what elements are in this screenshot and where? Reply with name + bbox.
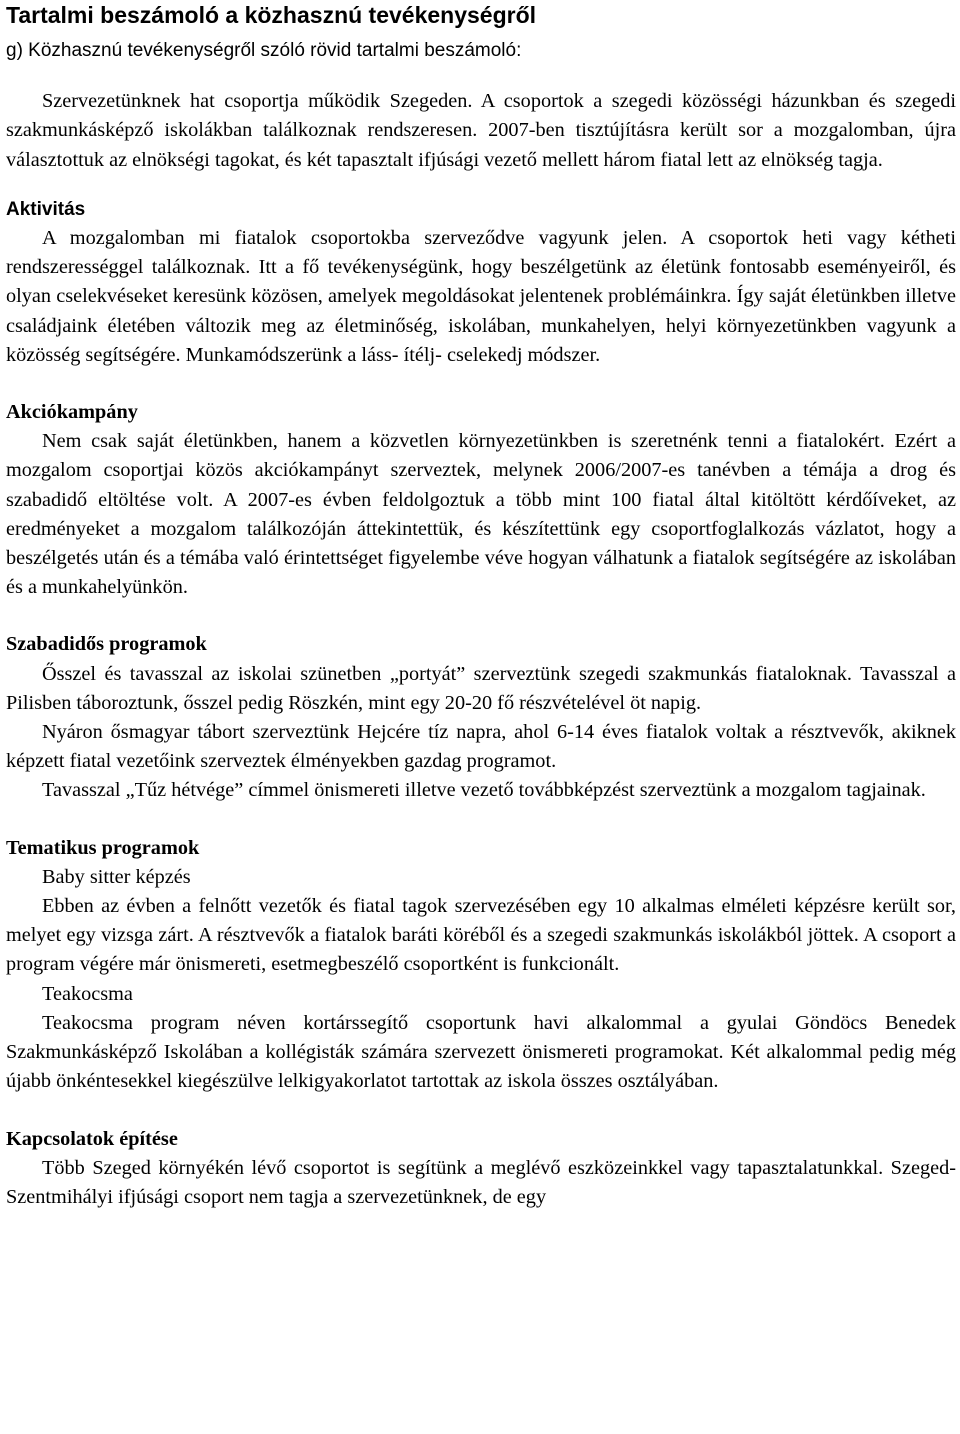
akciokampany-paragraph: Nem csak saját életünkben, hanem a közvetlen környezetünkben is szeretnénk tenni a fiatalokért. Ezért a mozgalom csoportjai közös akciókampányt szerveztek, melynek 2006/2007-es tanévben a témája a drog és szabadidő eltöltése volt. A 2007-es évben feldolgoztuk a több mint 100 fiatal által kitöltött kérdőíveket, az eredményeket a mozgalom találkozóján áttekintettük, és készítettünk egy csoportfoglalkozás vázlatot, hogy a beszélgetés után és a témába való érintettséget figyelembe véve hogyan válhatunk a fiatalok segítségére az iskolában és a munkahelyünkön. — [6, 430, 956, 599]
aktivitas-paragraph: A mozgalomban mi fiatalok csoportokba szerveződve vagyunk jelen. A csoportok heti vagy kétheti rendszerességgel találkoznak. Itt a fő tevékenységünk, hogy beszélgetünk az életünk fontosabb eseményeiről, és olyan cselekvéseket keresünk közösen, amelyek megoldásokat jelentenek problémáinkra. Így saját életünkben illetve családjaink életében változik meg az életminőség, iskolában, munkahelyen, helyi környezetünkben vagyunk a közösség segítségére. Munkamódszerünk a láss- ítélj- cselekedj módszer. — [6, 227, 956, 366]
kapcsolatok-paragraph: Több Szeged környékén lévő csoportot is segítünk a meglévő eszközeinkkel vagy tapasztalatunkkal. Szeged-Szentmihályi ifjúsági csoport nem tagja a szervezetünknek, de egy — [6, 1156, 956, 1208]
spacer — [6, 1097, 956, 1125]
section-heading-szabadido: Szabadidős programok — [6, 633, 207, 656]
section-heading-tematikus: Tematikus programok — [6, 836, 200, 859]
document-page — [6, 0, 956, 1212]
document-title: Tartalmi beszámoló a közhasznú tevékenységről — [6, 2, 537, 28]
tematikus-subtitle-babysitter: Baby sitter képzés — [42, 865, 191, 888]
tematikus-subtitle-teakocsma: Teakocsma — [42, 982, 133, 1005]
section-heading-aktivitas: Aktivitás — [6, 198, 86, 220]
tematikus-paragraph-teakocsma: Teakocsma program néven kortárssegítő csoportunk havi alkalommal a gyulai Göndöcs Benedek Szakmunkásképző Iskolában a kollégisták számára szervezett önismereti programokat. Két alkalommal pedig még újabb önkéntesekkel kiegészülve lelkigyakorlatot tartottak az iskola összes osztályában. — [6, 1011, 956, 1093]
spacer — [6, 602, 956, 630]
spacer — [6, 175, 956, 195]
intro-paragraph: Szervezetünknek hat csoportja működik Szegeden. A csoportok a szegedi közösségi házunkban és szegedi szakmunkásképző iskolákban találkoznak rendszeresen. 2007-ben tisztújításra került sor a mozgalomban, újra választottuk az elnökségi tagokat, és két tapasztalt ifjúsági vezető mellett három fiatal lett az elnökség tagja. — [6, 90, 956, 171]
section-heading-akciokampany: Akciókampány — [6, 401, 138, 424]
intro-label: g) Közhasznú tevékenységről szóló rövid tartalmi beszámoló: — [6, 40, 522, 61]
szabadido-paragraph-1: Ősszel és tavasszal az iskolai szünetben „portyát” szerveztünk szegedi szakmunkás fiataloknak. Tavasszal a Pilisben táboroztunk, ősszel pedig Röszkén, mint egy 20-20 fő részvételével öt napig. — [6, 662, 956, 714]
szabadido-paragraph-3: Tavasszal „Tűz hétvége” címmel önismereti illetve vezető továbbképzést szerveztünk a mozgalom tagjainak. — [42, 779, 926, 802]
spacer — [6, 65, 956, 87]
spacer — [6, 370, 956, 398]
spacer — [6, 806, 956, 834]
tematikus-paragraph-babysitter: Ebben az évben a felnőtt vezetők és fiatal tagok szervezésében egy 10 alkalmas elméleti képzésre került sor, melyet egy vizsga zárt. A résztvevők a fiatalok baráti köréből és a szegedi szakmunkás iskolákból jöttek. A csoport a program végére már önismereti, esetmegbeszélő csoportként is funkcionált. — [6, 895, 956, 976]
section-heading-kapcsolatok: Kapcsolatok építése — [6, 1127, 178, 1150]
szabadido-paragraph-2: Nyáron ősmagyar tábort szerveztünk Hejcére tíz napra, ahol 6-14 éves fiatalok voltak a résztvevők, akiknek képzett fiatal vezetőink szerveztek élményekben gazdag programot. — [6, 721, 956, 773]
